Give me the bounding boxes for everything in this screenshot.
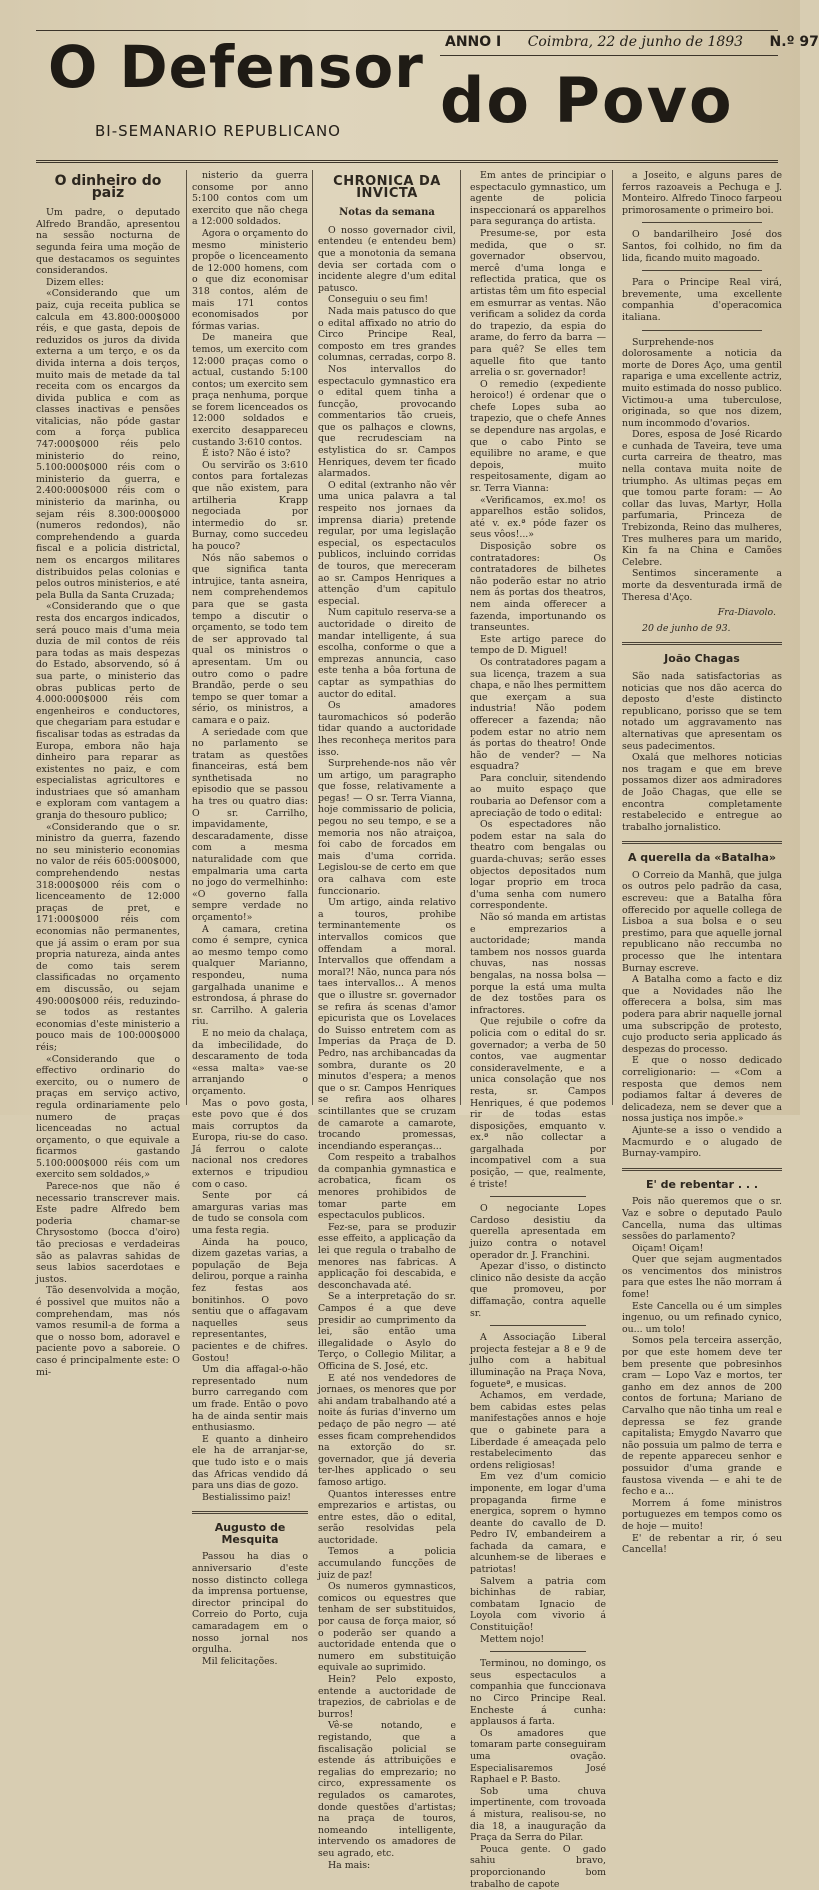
paragraph: Este artigo parece do tempo de D. Miguel! bbox=[470, 633, 606, 657]
paragraph: Salvem a patria com bichinhas de rabiar, combatam Ignacio de Loyola com vivorio á Constituição! bbox=[470, 1575, 606, 1634]
column-3 bbox=[318, 170, 456, 1871]
paragraph: A camara, cretina como é sempre, cynica ao mesmo tempo como qualquer Marianno, respondeu, numa gargalhada unanime e estrondosa, á phrase do sr. Carrilho. A galeria riu. bbox=[192, 923, 308, 1028]
paragraph: Os espectadores não podem estar na sala do theatro com bengalas ou guarda-chuvas; serão esses objectos depositados num logar proprio em troca d'uma senha com numero correspondente. bbox=[470, 819, 606, 912]
paragraph: Ainda ha pouco, dizem gazetas varias, a população de Beja delirou, porque a rainha fez festas aos bonitinhos. O povo sentiu que o affagavam naquelles seus representantes, pacientes e de chifres. Gostou! bbox=[192, 1236, 308, 1364]
paragraph: Nós não sabemos o que significa tanta intrujice, tanta asneira, nem comprehendemos para que se gasta tempo a discutir o orçamento, se todo tem de ser approvado tal qual os ministros o apresentam. Um ou outro como o padre Brandão, perde o seu tempo se quer tomar a sério, os ministros, a camara e o paiz. bbox=[192, 552, 308, 726]
top-rule bbox=[36, 30, 778, 31]
paragraph: A Batalha como a facto e diz que a Novidades não lhe offerecera a bolsa, sim mas podera para abrir naquelle jornal uma subscripção de protesto, cujo producto seria applicado ás despezas do processo. bbox=[622, 974, 782, 1055]
section-separator bbox=[622, 841, 782, 844]
paragraph: Ajunte-se a isso o vendido a Macmurdo e o alugado de Burnay-vampiro. bbox=[622, 1124, 782, 1160]
paragraph: Nada mais patusco do que o edital affixado no atrio do Circo Principe Real, composto em tres grandes columnas, cerradas, corpo 8. bbox=[318, 305, 456, 364]
paragraph: «Considerando que o que resta dos encargos indicados, será pouco mais d'uma meia duzia de mil contos de réis para todas as mais despezas do Estado, absorvendo, só á sua parte, o ministerio das obras publicas perto de 4.000:000$000 réis com engenheiros e conductores, que chegariam para estudar e fiscalisar todas as estradas da Europa, embora não haja dinheiro para reparar as existentes no paiz, e com especialistas agricultores e industriaes que só amanham e exploram com vantagem a granja do thesouro publico; bbox=[36, 601, 180, 822]
paragraph: O negociante Lopes Cardoso desistiu da querella apresentada em juizo contra o notavel operador dr. J. Franchini. bbox=[470, 1203, 606, 1261]
paragraph: Nos intervallos do espectaculo gymnastico era o edital quem tinha a funcção, provocando commentarios tão crueis, que os palhaços e clowns, que recrudesciam na estylistica do sr. Campos Henriques, devem ter ficado alarmados. bbox=[318, 363, 456, 480]
paragraph: Mil felicitações. bbox=[202, 1655, 278, 1667]
section-separator bbox=[622, 642, 782, 645]
paragraph: Surprehende-nos não vêr um artigo, um paragrapho que fosse, relativamente a pegas! — O sr. Terra Vianna, hoje commissario de policia, pegou no seu tempo, e se a memoria nos não atraiçoa, foi cabo de forcados em mais d'uma corrida. Legislou-se de certo em que ora calhava com este funccionario. bbox=[318, 758, 456, 897]
separator bbox=[490, 1325, 586, 1326]
paragraph: Sob uma chuva impertinente, com trovoada á mistura, realisou-se, no dia 18, a inauguração da Praça da Serra do Pilar. bbox=[470, 1785, 606, 1844]
article-title: O dinheiro do paiz bbox=[54, 173, 162, 201]
paragraph: Oxalá que melhores noticias nos tragam e que em breve possamos dizer aos admiradores de João Chagas, que elle se encontra completamente restabelecido e entregue ao trabalho jornalistico. bbox=[622, 752, 782, 833]
dateline: 20 de junho de 93. bbox=[642, 622, 731, 634]
signature: Fra-Diavolo. bbox=[717, 607, 776, 619]
separator bbox=[642, 222, 762, 223]
issue-number: N.º 97 bbox=[769, 34, 819, 50]
paragraph: Mettem nojo! bbox=[480, 1633, 545, 1645]
paragraph: Sente por cá amarguras varias mas de tudo se consola com uma festa regia. bbox=[192, 1190, 308, 1237]
issue-date: Coimbra, 22 de junho de 1893 bbox=[527, 34, 744, 50]
paragraph: Pouca gente. O gado sahiu bravo, proporcionando bom trabalho de capote bbox=[470, 1843, 606, 1890]
separator bbox=[642, 330, 762, 331]
paragraph: Ha mais: bbox=[328, 1859, 371, 1871]
paragraph: Quantos interesses entre emprezarios e artistas, ou entre estes, dão o edital, serão resolvidas pela auctoridade. bbox=[318, 1488, 456, 1546]
paragraph: Achamos, em verdade, bem cabidas estes pelas manifestações annos e hoje que o gabinete para a Liberdade é ameaçada pelo restabelecimento das ordens religiosas! bbox=[470, 1390, 606, 1471]
paragraph: É isto? Não é isto? bbox=[202, 448, 291, 460]
paragraph: O bandarilheiro José dos Santos, foi colhido, no fim da lida, ficando muito magoado. bbox=[622, 229, 782, 264]
separator bbox=[490, 1651, 586, 1652]
paragraph: E até nos vendedores de jornaes, os menores que por ahi andam trabalhando até a noite ás furias d'inverno um pedaço de pão negro — até esses ficam comprehendidos na extorção do sr. governador, que já deveria ter-lhes applicado o seu famoso artigo. bbox=[318, 1372, 456, 1488]
section-title: A querella da «Batalha» bbox=[627, 851, 777, 865]
paragraph: Morrem á fome ministros portuguezes em tempos como os de hoje — muito! bbox=[622, 1497, 782, 1532]
paragraph: Os contratadores pagam a sua licença, trazem a sua chapa, e não lhes permittem que exerçam a sua industria! Não podem offerecer a fazenda; não podem estar no atrio nem ás portas do theatro! Onde hão de vender? — Na esquadra? bbox=[470, 656, 606, 773]
paragraph: Dizem elles: bbox=[46, 276, 104, 288]
separator bbox=[642, 270, 762, 271]
section-title: Augusto de Mesquita bbox=[214, 1521, 286, 1546]
paragraph: O edital (extranho não vêr uma unica palavra a tal respeito nos jornaes da imprensa diaria) pretende regular, por uma legislação especial, os espectaculos publicos, incluindo corridas de touros, que mereceram ao sr. Campos Henriques a attenção d'um capitulo especial. bbox=[318, 479, 456, 607]
paragraph: Surprehende-nos dolorosamente a noticia da morte de Dores Aço, uma gentil rapariga e uma excellente actriz, muito estimada do nosso publico. Victimou-a uma tuberculose, originada, so que nos dizem, num incommodo d'ovarios. bbox=[622, 336, 782, 429]
paragraph: Agora o orçamento do mesmo ministerio propõe o licenceamento de 12:000 homens, com o que diz economisar 318 contos, além de mais 171 contos economisados por fórmas varias. bbox=[192, 227, 308, 332]
column-4 bbox=[470, 170, 606, 1890]
paragraph: «Considerando que o effectivo ordinario do exercito, ou o numero de praças em serviço activo, regula ordinariamente pelo numero de praças licenceadas no actual orçamento, o que equivale a ficarmos gastando 5.100:000$000 réis com um exercito sem soldados,» bbox=[36, 1053, 180, 1181]
masthead-rule bbox=[36, 160, 778, 163]
paragraph: E que o nosso dedicado correligionario: — «Com a resposta que demos nem podiamos faltar á deveres de delicadeza, nem se dever que a nossa justiça nos impõe.» bbox=[622, 1055, 782, 1125]
article-columns bbox=[36, 170, 782, 1890]
separator bbox=[490, 1196, 586, 1197]
paragraph: Um padre, o deputado Alfredo Brandão, apresentou na sessão nocturna de segunda feira uma moção de que destacamos os seguintes considerandos. bbox=[36, 207, 180, 277]
paragraph: De maneira que temos, um exercito com 12:000 praças como o actual, custando 5:100 contos; um exercito sem praça nenhuma, porque se forem licenceados os 12:000 soldados e exercito desappareceu custando 3:610 contos. bbox=[192, 332, 308, 448]
chronicle-title: CHRONICA DA INVICTA bbox=[333, 174, 441, 201]
paragraph: Temos a policia accumulando funcções de juiz de paz! bbox=[318, 1546, 456, 1581]
paragraph: Oiçam! Oiçam! bbox=[632, 1242, 704, 1254]
paragraph: O Correio da Manhã, que julga os outros pelo padrão da casa, escreveu: que a Batalha fôra offerecido por aquelle collega de Lisboa a sua bolsa e o seu prestimo, para que aquelle jornal republicano não reccumba no processo que lhe intentara Burnay escreve. bbox=[622, 869, 782, 974]
paragraph: O remedio (expediente heroico!) é ordenar que o chefe Lopes suba ao trapezio, que o chefe Annes se dependure nas argolas, e que o cabo Pinto se equilibre no arame, e que depois, muito respeitosamente, digam ao sr. Terra Vianna: bbox=[470, 378, 606, 495]
paragraph: Não só manda em artistas e emprezarios a auctoridade; manda tambem nos nossos guarda chuvas, nas nossas bengalas, na nossa bolsa — porque la está uma multa de dez tostões para os infractores. bbox=[470, 912, 606, 1016]
paragraph: Bestialissimo paiz! bbox=[202, 1491, 292, 1503]
paragraph: Que rejubile o cofre da policia com o edital do sr. governador; a verba de 50 contos, vae augmentar consideravelmente, e a unica consolação que nos resta, sr. Campos Henriques, é que podemos rir de todas estas disposições, emquanto v. ex.ª não collectar a gargalhada por incompativel com a sua posição, — que, realmente, é triste! bbox=[470, 1016, 606, 1190]
paragraph: Somos pela terceira asserção, por que este homem deve ter bem presente que pobresinhos cram — Lopo Vaz e mortos, ter ganho em dez annos de 200 contos de fortuna; Mariano de Carvalho que não tinha um real e depressa se fez grande capitalista; Emygdo Navarro que não possuia um palmo de terra e de repente appareceu senhor e possuidor d'uma grande e faustosa vivenda — e ahi te de fecho e a... bbox=[622, 1335, 782, 1498]
paragraph: Um dia affagal-o-hão representado num burro carregando com um frade. Então o povo ha de ainda sentir mais enthusiasmo. bbox=[192, 1364, 308, 1434]
newspaper-title-left: O Defensor bbox=[48, 33, 424, 101]
paragraph: «Considerando que um paiz, cuja receita publica se calcula em 43.800:000$000 réis, e que gasta, depois de reduzidos os juros da divida externa a um terço, e os da divida interna a dois terços, muito mais de metade da tal receita com os encargos da divida publica e com as classes inactivas e pensões vitalicias, não póde gastar com a força publica 747:000$000 réis pelo ministerio do reino, 5.100:000$000 réis com o ministerio da guerra, e 2.400:000$000 réis com o ministerio da marinha, ou sejam réis 8.300:000$000 (numeros redondos), não comprehendendo a guarda fiscal e a policia districtal, nem os encargos militares distribuidos pelas colonias e pelos outros ministerios, e até pela Bulla da Santa Cruzada; bbox=[36, 288, 180, 601]
paragraph: a Joseito, e alguns pares de ferros razoaveis a Pechuga e J. Monteiro. Alfredo Tinoco farpeou primorosamente o primeiro boi. bbox=[622, 170, 782, 216]
paragraph: O nosso governador civil, entendeu (e entendeu bem) que a monotonia da semana devia ser cortada com o incidente alegre d'um edital patusco. bbox=[318, 224, 456, 294]
paragraph: «Considerando que o sr. ministro da guerra, fazendo no seu ministerio economias no valor de réis 605:000$000, comprehendendo nestas 318:000$000 réis com o licenceamento de 12:000 praças de pret, e 171:000$000 réis com economias não permanentes, que já assim o eram por sua propria natureza, ainda antes de como tais serem classificadas no orçamento em discussão, ou sejam 490:000$000 réis, reduzindo-se todos as restantes economias d'este ministerio a pouco mais de 100:000$000 réis; bbox=[36, 821, 180, 1053]
paragraph: Terminou, no domingo, os seus espectaculos a companhia que funccionava no Circo Principe Real. Encheste á cunha: applausos á farta. bbox=[470, 1658, 606, 1728]
paragraph: Este Cancella ou é um simples ingenuo, ou um refinado cynico, ou... um tolo! bbox=[622, 1300, 782, 1335]
paragraph: Ou servirão os 3:610 contos para fortalezas que não existem, para artilheria Krapp negociada por intermedio do sr. Burnay, como succedeu ha pouco? bbox=[192, 459, 308, 552]
section-title: E' de rebentar . . . bbox=[645, 1177, 759, 1191]
paragraph: «Verificamos, ex.mo! os apparelhos estão solidos, até v. ex.ª póde fazer os seus vôos!...» bbox=[470, 494, 606, 541]
paragraph: Vê-se notando, e registando, que a fiscalisação policial se estende ás attribuições e regalias do emprezario; no circo, expressamente os regulados os camarotes, donde questões d'artistas; na praça de touros, nomeando intelligente, intervendo os amadores de seu agrado, etc. bbox=[318, 1720, 456, 1859]
paragraph: Se a interpretação do sr. Campos é a que deve presidir ao cumprimento da lei, são então uma illegalidade o Asylo do Terço, o Collegio Militar, a Officina de S. José, etc. bbox=[318, 1291, 456, 1372]
paragraph: Com respeito a trabalhos da companhia gymnastica e acrobatica, ficam os menores prohibidos de tomar parte em espectaculos publicos. bbox=[318, 1152, 456, 1222]
column-2 bbox=[192, 170, 308, 1667]
paragraph: Sentimos sinceramente a morte da desventurada irmã de Theresa d'Aço. bbox=[622, 568, 782, 603]
paragraph: Passou ha dias o anniversario d'este nosso distincto collega da imprensa portuense, director principal do Correio do Porto, cuja camaradagem em o nosso jornal nos orgulha. bbox=[192, 1551, 308, 1656]
issue-year: ANNO I bbox=[445, 34, 502, 50]
paragraph: Um artigo, ainda relativo a touros, prohibe terminantemente os intervallos comicos que offendam a moral. Intervallos que offendam a moral?! Não, nunca para nós taes intervallos... A menos que o illustre sr. governador se refira ás scenas d'amor epicurista que os Lovelaces do Suisso entretem com as Imperias da Praça de D. Pedro, nas archibancadas da sombra, durante os 20 minutos d'espera; a menos que o sr. Campos Henriques se refira aos olhares scintillantes que se cruzam de camarote a camarote, trocando promessas, incendiando esperanças... bbox=[318, 897, 456, 1152]
paragraph: Pois não queremos que o sr. Vaz e sobre o deputado Paulo Cancella, numa das ultimas sessões do parlamento? bbox=[622, 1196, 782, 1243]
paragraph: Apezar d'isso, o distincto clinico não desiste da acção que promoveu, por diffamação, contra aquelle sr. bbox=[470, 1261, 606, 1319]
paragraph: Em vez d'um comicio imponente, em logar d'uma propaganda firme e energica, soprem o hymno deante do cavallo de D. Pedro IV, embandeirem a fachada da camara, e alcunhem-se de liberaes e patriotas! bbox=[470, 1471, 606, 1576]
paragraph: Parece-nos que não é necessario transcrever mais. Este padre Alfredo bem poderia chamar-se Chrysostomo (bocca d'oiro) tão preciosas e verdadeiras são as palavras sahidas de seus labios sacerdotaes e justos. bbox=[36, 1181, 180, 1285]
paragraph: São nada satisfactorias as noticias que nos dão acerca do deposto d'este distincto republicano, porisso que se tem notado um aggravamento nas alternativas que apresentam os seus padecimentos. bbox=[622, 670, 782, 752]
paragraph: Fez-se, para se produzir esse effeito, a applicação da lei que regula o trabalho de menores nas fabricas. A applicação foi descabida, e desconchavada até. bbox=[318, 1221, 456, 1291]
paragraph: E quanto a dinheiro ele ha de arranjar-se, que tudo isto e o mais das Africas vendido dá para uns dias de gozo. bbox=[192, 1433, 308, 1492]
paragraph: E' de rebentar a rir, ó seu Cancella! bbox=[622, 1532, 782, 1556]
newspaper-title-right: do Povo bbox=[440, 64, 734, 137]
paragraph: Num capitulo reserva-se a auctoridade o direito de mandar intelligente, á sua escolha, conforme o que a emprezas annuncia, caso este tenha a bôa fortuna de captar as sympathias do auctor do edital. bbox=[318, 607, 456, 700]
paragraph: Quer que sejam augmentados os vencimentos dos ministros para que estes lhe não morram á fome! bbox=[622, 1254, 782, 1301]
section-title: João Chagas bbox=[664, 652, 740, 666]
section-separator bbox=[622, 1168, 782, 1171]
masthead bbox=[0, 0, 819, 160]
info-rule bbox=[440, 55, 778, 56]
paragraph: Os amadores tauromachicos só poderão tidar quando a auctoridade lhes reconheça meritos para isso. bbox=[318, 700, 456, 758]
paragraph: Disposição sobre os contratadores: Os contratadores de bilhetes não poderão estar no atrio nem ás portas dos theatros, nem ainda offerecer a fazenda, importunando os transeuntes. bbox=[470, 541, 606, 634]
paragraph: A Associação Liberal projecta festejar a 8 e 9 de julho com a habitual illuminação na Praça Nova, fogueteª, e musicas. bbox=[470, 1332, 606, 1390]
column-1 bbox=[36, 170, 180, 1378]
column-5 bbox=[622, 170, 782, 1556]
paragraph: Para concluir, sitendendo ao muito espaço que roubaria ao Defensor com a apreciação de todo o edital: bbox=[470, 772, 606, 819]
newspaper-subtitle: BI-SEMANARIO REPUBLICANO bbox=[95, 122, 341, 140]
paragraph: Conseguiu o seu fim! bbox=[328, 294, 429, 306]
issue-info bbox=[445, 34, 819, 50]
paragraph: Mas o povo gosta, este povo que é dos mais corruptos da Europa, riu-se do caso. Já ferrou o calote nacional nos credores externos e tripudiou com o caso. bbox=[192, 1097, 308, 1190]
paragraph: Dores, esposa de José Ricardo e cunhada de Taveira, teve uma curta carreira de theatro, mas nella contava muita noite de triumpho. As ultimas peças em que tomou parte foram: — Ao collar das luvas, Martyr, Holla parfumaria, Princeza de Trebizonda, Reino das mulheres, Tres mulheres para um marido, Kin fa na China e Camões Celebre. bbox=[622, 429, 782, 568]
paragraph: Hein? Pelo exposto, entende a auctoridade de trapezios, de cabriolas e de burros! bbox=[318, 1674, 456, 1720]
paragraph: Os numeros gymnasticos, comicos ou equestres que tenham de ser substituidos, por causa de força maior, só o poderão ser quando a auctoridade entenda que o numero em substituição equivale ao suprimido. bbox=[318, 1581, 456, 1674]
paragraph: nisterio da guerra consome por anno 5:100 contos com um exercito que não chega a 12:000 soldados. bbox=[192, 170, 308, 228]
paragraph: Tão desenvolvida a moção, é possivel que muitos não a comprehendam, mas nós vamos resumil-a de forma a que o nosso bom, adoravel e paciente povo a saboreie. O caso é principalmente este: O mi- bbox=[36, 1285, 180, 1378]
paragraph: Presume-se, por esta medida, que o sr. governador observou, mercê d'uma longa e reflectida pratica, que os artistas têm um fito especial em esmurrar as ventas. Não verificam a solidez da corda do trapezio, da espia do arame, do ferro da barra — para quê? Se elles tem aquelle fito que tanto arrelia o sr. governador! bbox=[470, 227, 606, 379]
paragraph: Em antes de principiar o espectaculo gymnastico, um agente de policia inspeccionará os apparelhos para segurança do artista. bbox=[470, 170, 606, 228]
chronicle-subtitle: Notas da semana bbox=[339, 207, 435, 219]
section-separator bbox=[192, 1511, 308, 1514]
paragraph: Para o Principe Real virá, brevemente, uma excellente companhia d'operacomica italiana. bbox=[622, 277, 782, 323]
paragraph: Os amadores que tomaram parte conseguiram uma ovação. Especialisaremos José Raphael e P. Basto. bbox=[470, 1727, 606, 1786]
paragraph: E no meio da chalaça, da imbecilidade, do descaramento de toda «essa malta» vae-se arranjando o orçamento. bbox=[192, 1027, 308, 1097]
paragraph: A seriedade com que no parlamento se tratam as questões financeiras, está bem synthetisada no episodio que se passou ha tres ou quatro dias: O sr. Carrilho, impavidamente, descaradamente, disse com a mesma naturalidade com que empalmaria uma carta no jogo do vermelhinho: «O governo falla sempre verdade no orçamento!» bbox=[192, 726, 308, 923]
